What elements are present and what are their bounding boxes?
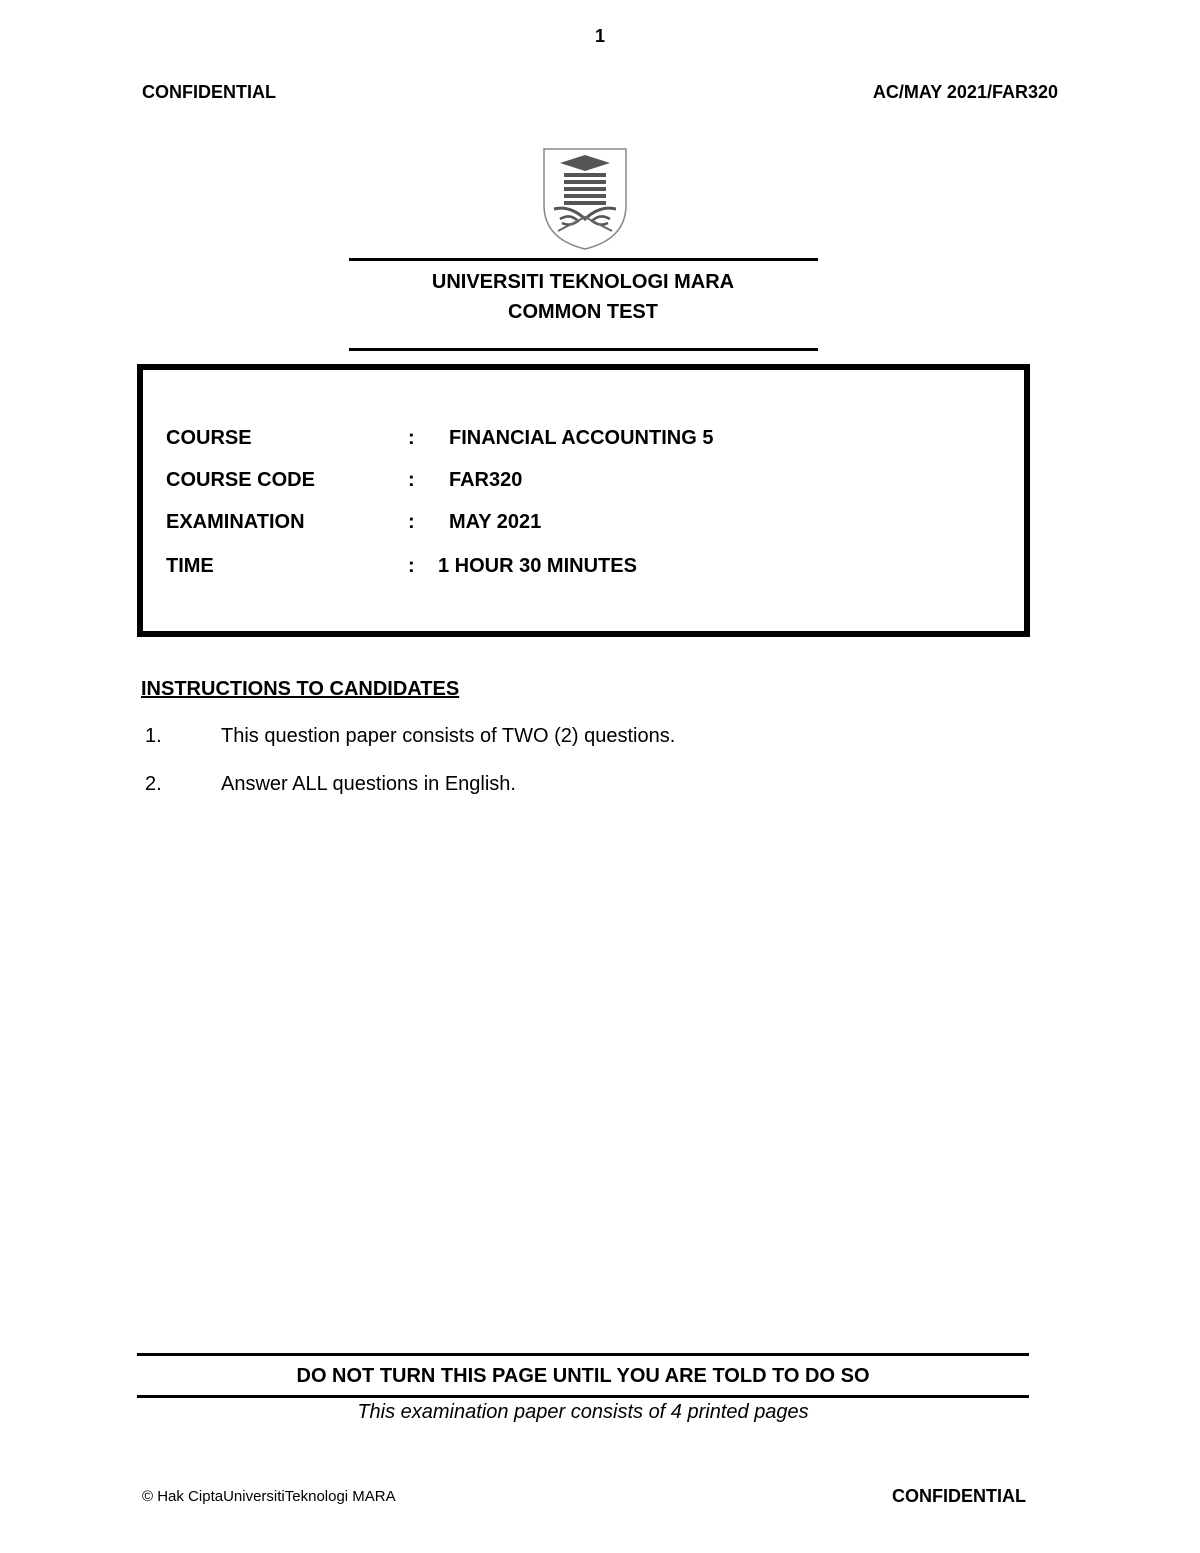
title-bottom-rule [349,348,818,351]
title-top-rule [349,258,818,261]
info-colon: : [408,469,415,491]
instruction-number: 1. [145,725,162,747]
info-colon: : [408,511,415,533]
footer-copyright: © Hak CiptaUniversitiTeknologi MARA [142,1488,396,1505]
info-colon: : [408,555,415,577]
instruction-text: Answer ALL questions in English. [221,773,516,795]
info-label: EXAMINATION [166,511,305,533]
info-value: 1 HOUR 30 MINUTES [438,555,637,577]
instructions-heading: INSTRUCTIONS TO CANDIDATES [141,678,460,700]
do-not-turn-warning: DO NOT TURN THIS PAGE UNTIL YOU ARE TOLD TO DO SO [296,1365,870,1387]
info-value: FINANCIAL ACCOUNTING 5 [449,427,714,449]
footer-confidential: CONFIDENTIAL [892,1486,1026,1506]
header-reference: AC/MAY 2021/FAR320 [872,82,1058,102]
university-name: UNIVERSITI TEKNOLOGI MARA [431,271,735,293]
instruction-number: 2. [145,773,162,795]
printed-pages-note: This examination paper consists of 4 printed pages [357,1401,809,1423]
instruction-text: This question paper consists of TWO (2) questions. [221,725,676,747]
page-number: 1 [594,26,605,46]
header-confidential: CONFIDENTIAL [142,82,276,102]
info-label: TIME [166,555,214,577]
warning-bottom-rule [137,1395,1029,1398]
test-name: COMMON TEST [508,301,658,323]
university-crest-icon [540,147,630,251]
info-value: FAR320 [449,469,523,491]
warning-top-rule [137,1353,1029,1356]
info-label: COURSE [166,427,252,449]
info-colon: : [408,427,415,449]
info-label: COURSE CODE [166,469,315,491]
course-info-box [137,364,1030,637]
info-value: MAY 2021 [449,511,542,533]
